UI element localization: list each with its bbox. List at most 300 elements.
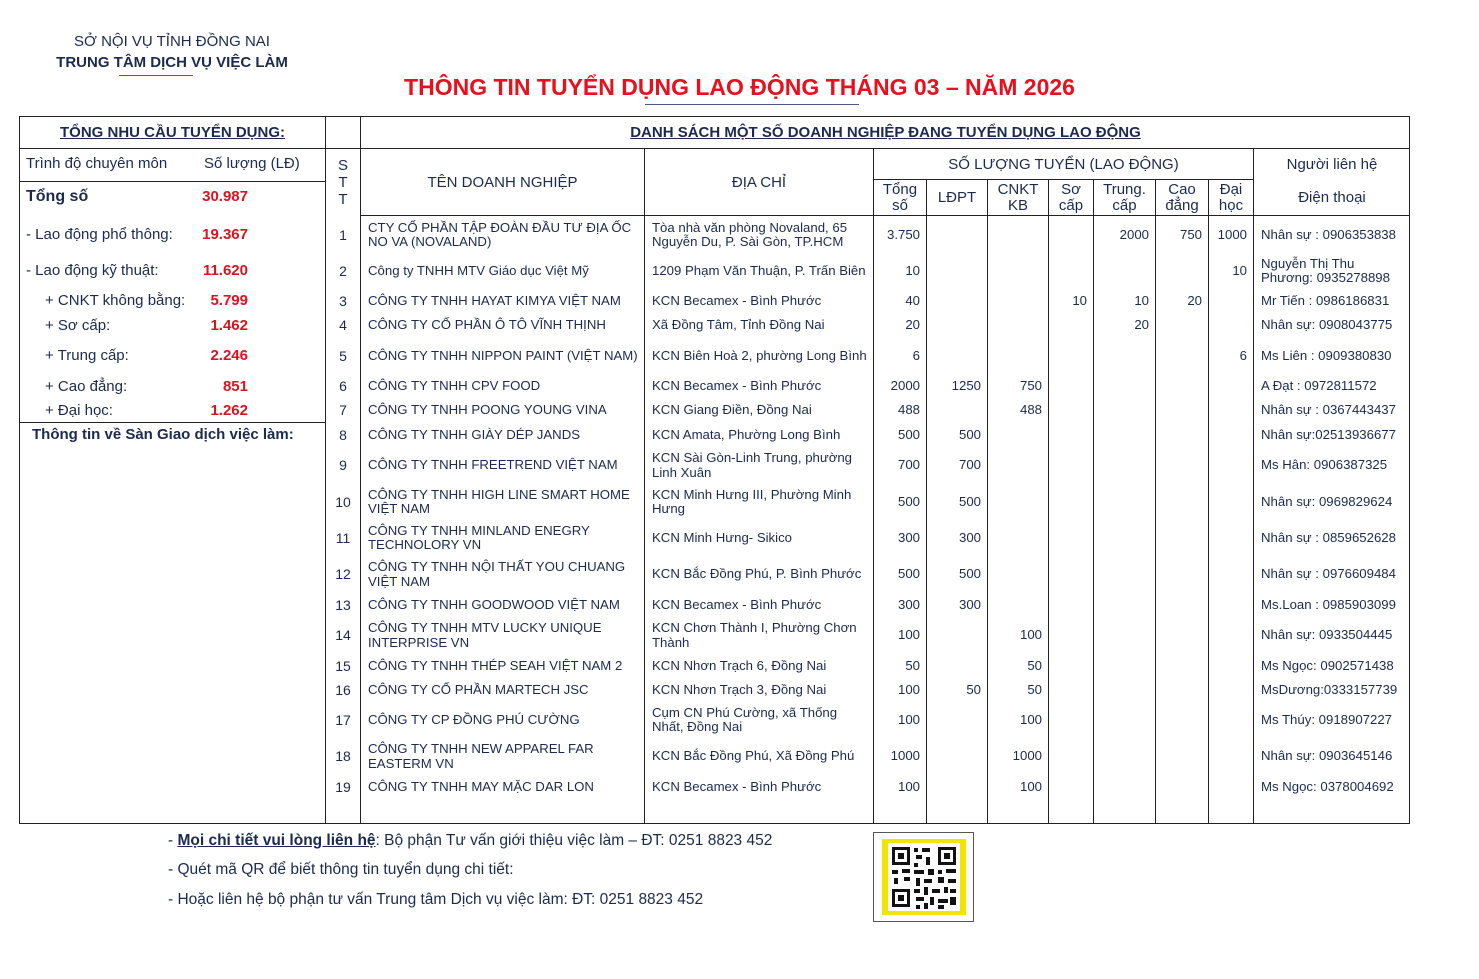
table-cell (361, 374, 644, 398)
table-cell (1094, 289, 1155, 313)
cell-address: 1209 Phạm Văn Thuận, P. Trấn Biên (652, 262, 866, 278)
table-cell (1209, 398, 1253, 423)
table-cell (1209, 289, 1253, 313)
cell-contact: Mr Tiến : 0986186831 (1261, 292, 1390, 308)
table-cell (927, 775, 987, 800)
cell-stt: 4 (339, 317, 347, 334)
table-cell (874, 398, 926, 423)
table-cell (1254, 702, 1410, 738)
table-cell (1209, 484, 1253, 520)
table-cell (1254, 338, 1410, 374)
cell-total: 500 (897, 426, 920, 442)
cell-address: KCN Minh Hưng- Sikico (652, 529, 793, 545)
table-cell (1094, 738, 1155, 775)
table-cell (1254, 253, 1410, 289)
cell-address: Cụm CN Phú Cường, xã Thống Nhất, Đồng Nai (652, 704, 838, 734)
qualification-value: 2.246 (210, 347, 248, 364)
cell-contact: Ms Thúy: 0918907227 (1261, 711, 1392, 727)
table-cell (874, 593, 926, 617)
cell-name: CÔNG TY TNHH NỘI THẤT YOU CHUANG VIỆT NAM (368, 559, 626, 589)
cell-stt: 10 (335, 493, 351, 510)
cell-contact: Ms Hân: 0906387325 (1261, 457, 1388, 473)
cell-stt: 3 (339, 292, 347, 309)
table-cell (1209, 738, 1253, 775)
table-cell (326, 678, 360, 702)
cell-stt: 14 (335, 627, 351, 644)
table-cell (927, 374, 987, 398)
total-value: 30.987 (202, 188, 248, 205)
table-cell (874, 556, 926, 593)
table-cell (326, 617, 360, 654)
table-cell (1156, 338, 1208, 374)
table-cell (874, 702, 926, 738)
cell-cao: 20 (1187, 292, 1202, 308)
table-cell (326, 289, 360, 313)
table-cell (1156, 217, 1208, 253)
cell-address: KCN Biên Hoà 2, phường Long Bình (652, 347, 867, 363)
table-cell (1049, 253, 1093, 289)
cell-total: 500 (897, 493, 920, 509)
org-parent: SỞ NỘI VỤ TỈNH ĐỒNG NAI (74, 33, 270, 50)
table-cell (988, 374, 1048, 398)
cell-address: KCN Bắc Đồng Phú, Xã Đồng Phú (652, 748, 855, 764)
table-cell (1254, 289, 1410, 313)
contact-header: Người liên hệ (1286, 155, 1378, 173)
table-cell (1049, 289, 1093, 313)
cell-address: KCN Chơn Thành I, Phường Chơn Thành (652, 620, 857, 650)
cell-name: CÔNG TY TNHH FREETREND VIỆT NAM (368, 457, 618, 473)
cell-total: 500 (897, 566, 920, 582)
qualification-label: - Lao động phổ thông: (26, 226, 173, 243)
table-cell (645, 338, 873, 374)
table-cell (1049, 556, 1093, 593)
table-cell (1094, 702, 1155, 738)
table-cell (1254, 217, 1410, 253)
table-cell (988, 217, 1048, 253)
table-cell (1049, 423, 1093, 447)
table-cell (1049, 738, 1093, 775)
org-name: TRUNG TÂM DỊCH VỤ VIỆC LÀM (56, 54, 288, 71)
table-cell (1254, 398, 1410, 423)
table-cell (1094, 423, 1155, 447)
table-cell (874, 253, 926, 289)
cell-total: 3.750 (886, 226, 920, 242)
table-cell (874, 520, 926, 556)
cell-cnkt: 100 (1019, 779, 1042, 795)
table-cell (988, 289, 1048, 313)
cell-address: KCN Nhơn Trạch 6, Đồng Nai (652, 657, 827, 673)
table-cell (1049, 654, 1093, 678)
sub-trungcap-header: Trung. cấp (1103, 180, 1146, 214)
cell-stt: 7 (339, 402, 347, 419)
table-cell (1156, 738, 1208, 775)
cell-total: 40 (905, 292, 920, 308)
table-cell (326, 398, 360, 423)
table-cell (326, 374, 360, 398)
table-cell (927, 654, 987, 678)
footer-contact-line: - Mọi chi tiết vui lòng liên hệ: Bộ phận Tư vấn giới thiệu việc làm – ĐT: 0251 8823 452 (168, 832, 773, 849)
table-cell (927, 217, 987, 253)
table-cell (927, 423, 987, 447)
footer-hotline-line: - Hoặc liên hệ bộ phận tư vấn Trung tâm Dịch vụ việc làm: ĐT: 0251 8823 452 (168, 891, 704, 908)
cell-cnkt: 1000 (1012, 748, 1042, 764)
table-cell (988, 484, 1048, 520)
table-cell (1094, 654, 1155, 678)
cell-address: KCN Nhơn Trạch 3, Đồng Nai (652, 681, 827, 697)
table-cell (1156, 593, 1208, 617)
table-cell (361, 313, 644, 338)
table-cell (361, 338, 644, 374)
cell-name: Công ty TNHH MTV Giáo dục Việt Mỹ (368, 262, 589, 278)
cell-stt: 6 (339, 377, 347, 394)
table-cell (1049, 398, 1093, 423)
table-cell (1209, 520, 1253, 556)
table-cell (1094, 520, 1155, 556)
sub-socap-header: Sơ cấp (1058, 180, 1084, 214)
table-cell (874, 775, 926, 800)
table-cell (645, 289, 873, 313)
cell-address: Xã Đồng Tâm, Tỉnh Đồng Nai (652, 317, 825, 333)
table-cell (1094, 617, 1155, 654)
footer-qr-line: - Quét mã QR để biết thông tin tuyển dụng chi tiết: (168, 861, 514, 878)
table-cell (988, 702, 1048, 738)
cell-dai: 6 (1239, 347, 1247, 363)
table-cell (326, 447, 360, 484)
table-cell (1254, 520, 1410, 556)
cell-total: 300 (897, 529, 920, 545)
table-cell (1254, 654, 1410, 678)
cell-total: 300 (897, 596, 920, 612)
qualification-value: 11.620 (202, 262, 248, 279)
cell-contact: Nhân sự : 0906353838 (1261, 226, 1396, 242)
table-cell (1049, 678, 1093, 702)
cell-contact: MsDương:0333157739 (1261, 681, 1398, 697)
quantity-header: SỐ LƯỢNG TUYỂN (LAO ĐỘNG) (948, 155, 1179, 173)
cell-ldpt: 700 (958, 457, 981, 473)
cell-stt: 15 (335, 657, 351, 674)
table-cell (1156, 520, 1208, 556)
table-cell (326, 313, 360, 338)
cell-stt: 13 (335, 596, 351, 613)
table-cell (988, 556, 1048, 593)
table-cell (927, 447, 987, 484)
cell-total: 100 (897, 681, 920, 697)
table-cell (874, 678, 926, 702)
table-cell (645, 617, 873, 654)
cell-address: KCN Becamex - Bình Phước (652, 596, 822, 612)
cell-name: CÔNG TY TNHH NEW APPAREL FAR EASTERM VN (368, 741, 594, 771)
table-cell (1156, 398, 1208, 423)
table-cell (927, 556, 987, 593)
cell-stt: 19 (335, 779, 351, 796)
table-cell (1254, 423, 1410, 447)
table-cell (927, 702, 987, 738)
cell-total: 100 (897, 779, 920, 795)
table-cell (1094, 374, 1155, 398)
table-cell (361, 520, 644, 556)
qualification-label: + Cao đẳng: (45, 378, 128, 395)
cell-total: 10 (905, 262, 920, 278)
row-divider (20, 422, 325, 423)
table-cell (1209, 253, 1253, 289)
cell-stt: 5 (339, 347, 347, 364)
cell-total: 700 (897, 457, 920, 473)
table-cell (1156, 775, 1208, 800)
cell-address: KCN Becamex - Bình Phước (652, 779, 822, 795)
table-cell (988, 520, 1048, 556)
cell-total: 1000 (890, 748, 920, 764)
address-header: ĐỊA CHỈ (731, 173, 787, 191)
qualification-value: 5.799 (210, 292, 248, 309)
cell-stt: 17 (335, 711, 351, 728)
sub-cnkt-header: CNKT KB (997, 180, 1039, 214)
table-cell (361, 678, 644, 702)
cell-cnkt: 50 (1027, 657, 1042, 673)
cell-cnkt: 50 (1027, 681, 1042, 697)
left-panel-heading: TỔNG NHU CẦU TUYỂN DỤNG: (60, 124, 285, 141)
qr-code-icon[interactable] (873, 832, 974, 922)
table-cell (1209, 217, 1253, 253)
qualification-label: + CNKT không bằng: (45, 292, 186, 309)
table-cell (1254, 313, 1410, 338)
cell-dai: 10 (1232, 262, 1247, 278)
table-cell (361, 617, 644, 654)
table-cell (1254, 617, 1410, 654)
table-cell (1049, 520, 1093, 556)
cell-ldpt: 50 (966, 681, 981, 697)
table-cell (326, 484, 360, 520)
qualification-label: + Đại học: (45, 402, 113, 419)
table-cell (1049, 217, 1093, 253)
table-cell (645, 593, 873, 617)
qualification-value: 851 (222, 378, 248, 395)
exchange-info-label: Thông tin về Sàn Giao dịch việc làm: (32, 426, 294, 443)
cell-contact: Nguyễn Thị Thu Phương: 0935278898 (1261, 255, 1390, 285)
table-cell (927, 678, 987, 702)
table-cell (1049, 617, 1093, 654)
table-cell (1209, 447, 1253, 484)
cell-trung: 2000 (1119, 226, 1149, 242)
table-cell (1254, 556, 1410, 593)
cell-contact: Ms Ngọc: 0378004692 (1261, 779, 1394, 795)
cell-stt: 12 (335, 566, 351, 583)
table-cell (1156, 313, 1208, 338)
table-cell (874, 654, 926, 678)
page-title: THÔNG TIN TUYỂN DỤNG LAO ĐỘNG THÁNG 03 – NĂM 2026 (404, 74, 1075, 100)
table-cell (1209, 678, 1253, 702)
table-cell (874, 738, 926, 775)
table-cell (874, 423, 926, 447)
table-cell (927, 593, 987, 617)
table-cell (988, 253, 1048, 289)
table-cell (326, 556, 360, 593)
table-cell (927, 398, 987, 423)
qualification-label: + Trung cấp: (45, 347, 129, 364)
table-cell (1156, 374, 1208, 398)
table-cell (988, 617, 1048, 654)
col-qualification: Trình độ chuyên môn (26, 155, 168, 172)
table-cell (1209, 702, 1253, 738)
table-cell (1254, 593, 1410, 617)
table-cell (927, 313, 987, 338)
table-cell (326, 423, 360, 447)
table-cell (1209, 313, 1253, 338)
cell-address: KCN Minh Hưng III, Phường Minh Hưng (652, 486, 852, 516)
table-cell (1156, 617, 1208, 654)
cell-cnkt: 488 (1019, 402, 1042, 418)
row-divider (361, 215, 1410, 216)
cell-stt: 2 (339, 262, 347, 279)
cell-contact: Nhân sự: 0933504445 (1261, 627, 1393, 643)
table-cell (326, 702, 360, 738)
table-cell (645, 217, 873, 253)
cell-name: CÔNG TY TNHH HIGH LINE SMART HOME VIỆT NAM (368, 486, 630, 516)
table-cell (1254, 678, 1410, 702)
table-cell (361, 253, 644, 289)
table-cell (1094, 447, 1155, 484)
cell-cao: 750 (1179, 226, 1202, 242)
table-cell (1254, 447, 1410, 484)
table-cell (645, 775, 873, 800)
cell-total: 20 (905, 317, 920, 333)
table-heading: DANH SÁCH MỘT SỐ DOANH NGHIỆP ĐANG TUYỂN DỤNG LAO ĐỘNG (630, 124, 1141, 141)
table-cell (988, 775, 1048, 800)
cell-name: CÔNG TY TNHH GIÀY DÉP JANDS (368, 426, 581, 442)
cell-contact: Ms Ngọc: 0902571438 (1261, 657, 1394, 673)
table-cell (326, 738, 360, 775)
table-cell (988, 313, 1048, 338)
table-cell (1094, 593, 1155, 617)
table-cell (326, 593, 360, 617)
table-cell (326, 217, 360, 253)
table-cell (988, 398, 1048, 423)
cell-stt: 11 (335, 529, 351, 546)
cell-ldpt: 300 (958, 529, 981, 545)
cell-contact: Nhân sự : 0976609484 (1261, 566, 1396, 582)
table-cell (1156, 678, 1208, 702)
sub-caodang-header: Cao đẳng (1165, 180, 1199, 214)
table-cell (645, 484, 873, 520)
col-quantity: Số lượng (LĐ) (204, 155, 300, 172)
cell-name: CÔNG TY CỔ PHẦN MARTECH JSC (368, 681, 589, 697)
table-cell (927, 484, 987, 520)
table-cell (874, 617, 926, 654)
cell-ldpt: 1250 (951, 377, 981, 393)
table-cell (988, 738, 1048, 775)
table-cell (361, 775, 644, 800)
table-cell (1156, 702, 1208, 738)
stt-header: S T T (337, 156, 348, 208)
cell-contact: A Đạt : 0972811572 (1261, 377, 1377, 393)
table-cell (927, 289, 987, 313)
cell-name: CÔNG TY TNHH THÉP SEAH VIỆT NAM 2 (368, 657, 623, 673)
cell-stt: 9 (339, 457, 347, 474)
table-cell (1094, 678, 1155, 702)
table-cell (1094, 484, 1155, 520)
cell-address: KCN Giang Điền, Đồng Nai (652, 402, 812, 418)
table-cell (361, 484, 644, 520)
table-cell (1156, 423, 1208, 447)
title-underline (645, 104, 859, 105)
table-cell (645, 702, 873, 738)
table-cell (1209, 775, 1253, 800)
cell-cnkt: 100 (1019, 627, 1042, 643)
table-cell (645, 423, 873, 447)
table-cell (645, 556, 873, 593)
cell-total: 100 (897, 711, 920, 727)
cell-address: KCN Bắc Đồng Phú, P. Bình Phước (652, 566, 862, 582)
table-cell (1049, 484, 1093, 520)
table-cell (874, 313, 926, 338)
table-cell (1049, 702, 1093, 738)
cell-name: CÔNG TY TNHH MINLAND ENEGRY TECHNOLORY VN (368, 522, 590, 552)
cell-name: CÔNG TY TNHH NIPPON PAINT (VIỆT NAM) (368, 347, 638, 363)
table-cell (1156, 289, 1208, 313)
table-cell (988, 593, 1048, 617)
cell-trung: 20 (1134, 317, 1149, 333)
cell-contact: Nhân sự : 0859652628 (1261, 529, 1396, 545)
table-cell (1209, 556, 1253, 593)
table-cell (326, 775, 360, 800)
table-cell (1049, 775, 1093, 800)
cell-name: CÔNG TY CP ĐỒNG PHÚ CƯỜNG (368, 711, 580, 727)
table-cell (326, 253, 360, 289)
table-cell (645, 253, 873, 289)
cell-ldpt: 500 (958, 426, 981, 442)
table-cell (1094, 398, 1155, 423)
cell-stt: 18 (335, 748, 351, 765)
table-cell (1156, 253, 1208, 289)
table-cell (1254, 738, 1410, 775)
table-cell (1254, 775, 1410, 800)
table-cell (645, 374, 873, 398)
table-cell (1209, 423, 1253, 447)
table-cell (645, 678, 873, 702)
cell-name: CTY CỔ PHẦN TẬP ĐOÀN ĐẦU TƯ ĐỊA ỐC NO VA (NOVALAND) (368, 219, 632, 249)
cell-total: 6 (912, 347, 920, 363)
sub-total-header: Tổng số (882, 180, 918, 214)
cell-name: CÔNG TY TNHH CPV FOOD (368, 377, 541, 393)
cell-stt: 1 (339, 226, 347, 243)
table-cell (326, 338, 360, 374)
table-cell (874, 484, 926, 520)
cell-ldpt: 300 (958, 596, 981, 612)
table-cell (1209, 593, 1253, 617)
table-cell (1156, 556, 1208, 593)
qualification-value: 19.367 (202, 226, 248, 243)
table-cell (988, 654, 1048, 678)
table-cell (1156, 447, 1208, 484)
cell-stt: 8 (339, 426, 347, 443)
table-cell (326, 520, 360, 556)
table-cell (1209, 338, 1253, 374)
cell-address: Tòa nhà văn phòng Novaland, 65 Nguyễn Du, P. Sài Gòn, TP.HCM (652, 219, 848, 249)
table-cell (927, 738, 987, 775)
cell-address: KCN Sài Gòn-Linh Trung, phường Linh Xuân (652, 450, 853, 480)
table-cell (1156, 654, 1208, 678)
cell-total: 2000 (890, 377, 920, 393)
row-divider (20, 181, 325, 182)
cell-contact: Ms.Loan : 0985903099 (1261, 596, 1396, 612)
cell-contact: Nhân sự: 0969829624 (1261, 493, 1393, 509)
cell-ldpt: 500 (958, 493, 981, 509)
table-cell (988, 447, 1048, 484)
phone-header: Điện thoại (1298, 189, 1366, 206)
table-cell (1209, 654, 1253, 678)
cell-total: 100 (897, 627, 920, 643)
table-cell (1156, 484, 1208, 520)
table-cell (1094, 253, 1155, 289)
